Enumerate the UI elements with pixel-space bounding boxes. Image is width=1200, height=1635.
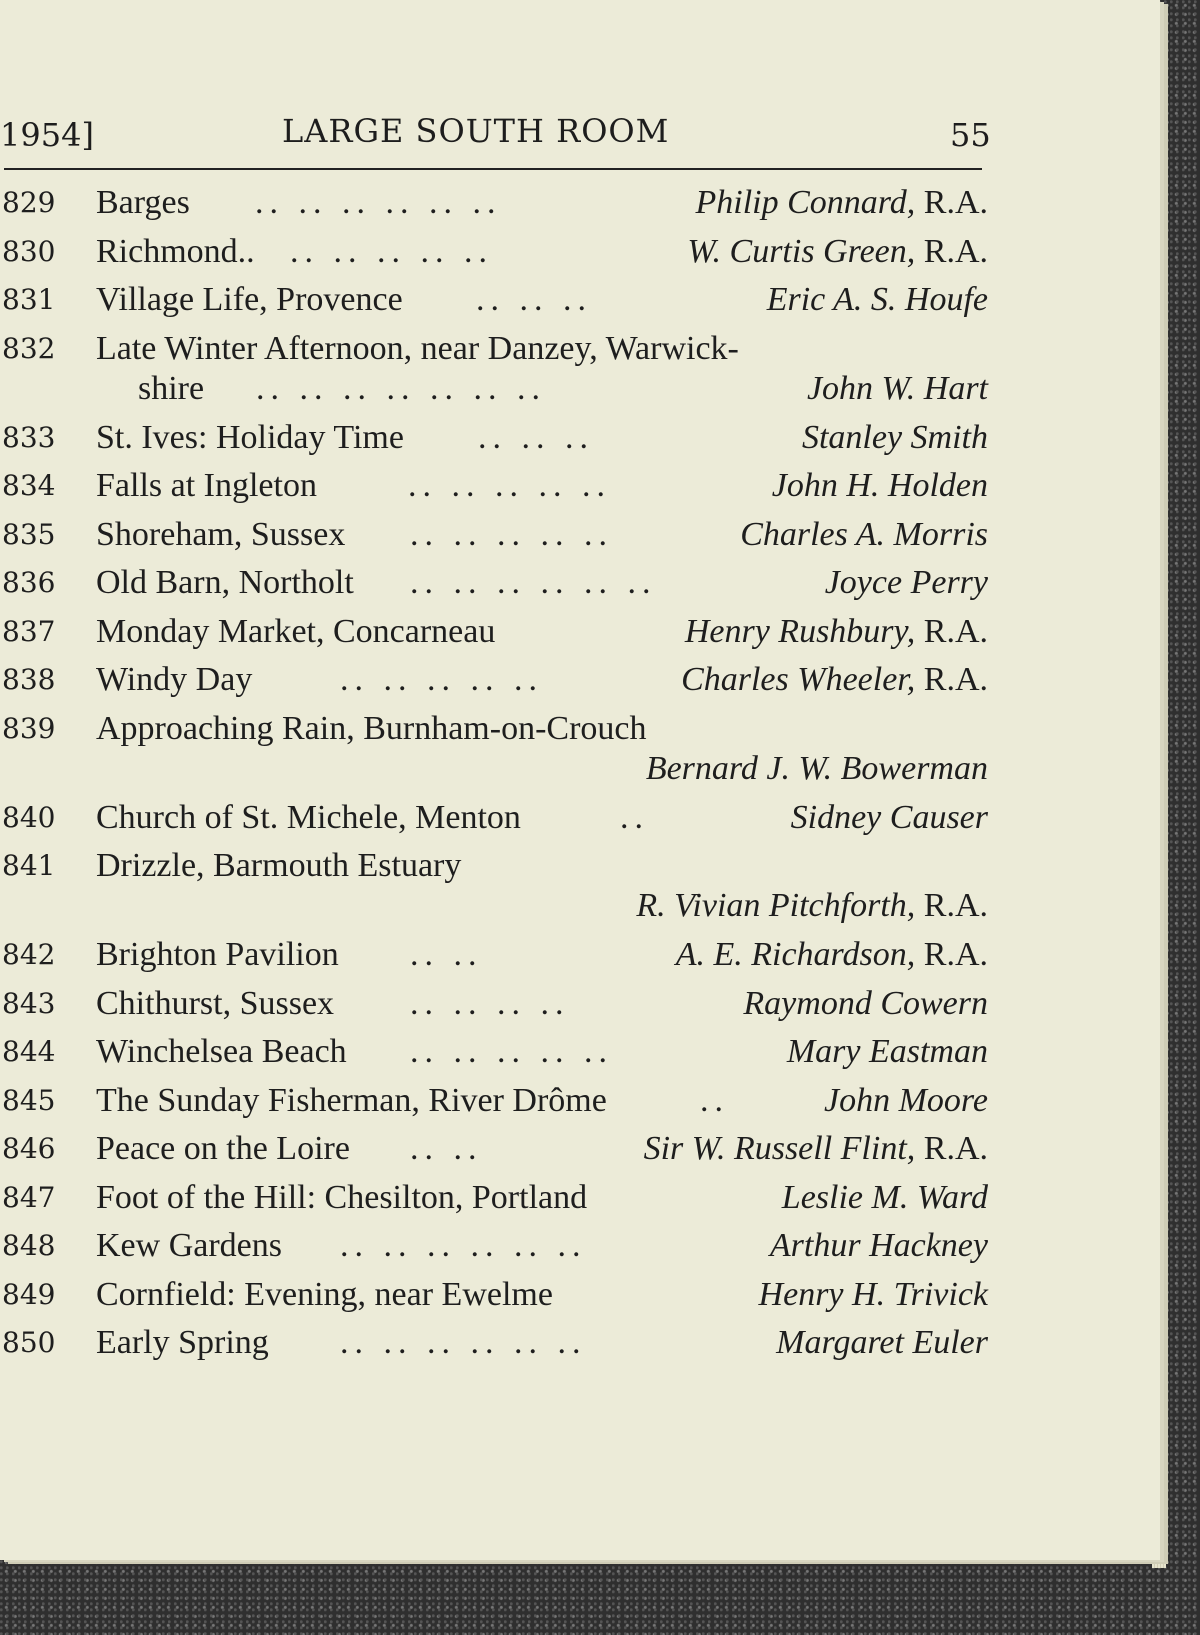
- catalogue-entry: [0, 463, 1000, 512]
- entry-title: Foot of the Hill: Chesilton, Portland: [96, 1178, 588, 1216]
- catalogue-entry: [0, 1078, 1000, 1127]
- leader-dots: .. .. .. .. .. .. ..: [256, 369, 546, 407]
- catalogue-entry: [0, 512, 1000, 561]
- entry-artist: [807, 370, 988, 408]
- artist-name: A. E. Richardson,: [675, 936, 916, 973]
- artist-name: R. Vivian Pitchforth,: [636, 887, 916, 924]
- leader-dots: ..: [700, 1081, 729, 1119]
- entry-title: Late Winter Afternoon, near Danzey, Warwick-: [96, 329, 739, 367]
- academy-suffix: R.A.: [923, 232, 988, 270]
- academy-suffix: R.A.: [923, 887, 988, 924]
- page-header: [0, 112, 1000, 158]
- entry-number: 837: [2, 614, 56, 648]
- entry-artist: [759, 1276, 988, 1314]
- leader-dots: .. .. .. .. ..: [408, 467, 611, 504]
- entry-number: 836: [2, 566, 56, 599]
- entry-number: 835: [2, 517, 56, 551]
- artist-name: Bernard J. W. Bowerman: [645, 749, 988, 787]
- entry-number: 840: [2, 800, 56, 834]
- entry-number: 843: [2, 986, 56, 1020]
- artist-name: Philip Connard,: [695, 184, 916, 221]
- artist-name: Charles A. Morris: [740, 515, 988, 553]
- entry-artist: [687, 233, 988, 271]
- academy-suffix: R.A.: [923, 184, 988, 221]
- entry-artist: [644, 1130, 988, 1168]
- artist-name: Henry H. Trivick: [758, 1275, 988, 1313]
- header-page-number: 55: [950, 116, 991, 154]
- entry-title: Chithurst, Sussex: [96, 984, 335, 1022]
- catalogue-entry: [0, 795, 1000, 844]
- artist-name: John H. Holden: [771, 467, 988, 504]
- academy-suffix: R.A.: [923, 612, 988, 650]
- entry-artist: [636, 887, 988, 925]
- catalogue-entry: [0, 326, 1000, 415]
- entry-title: Richmond..: [96, 232, 255, 270]
- leader-dots: .. .. .. .. ..: [290, 232, 493, 270]
- entry-number: 850: [2, 1326, 56, 1359]
- catalogue-entry: [0, 1126, 1000, 1175]
- artist-name: Margaret Euler: [776, 1324, 988, 1361]
- entry-artist: [646, 750, 988, 788]
- entry-artist: [782, 1179, 988, 1217]
- artist-name: Sidney Causer: [790, 798, 988, 836]
- entry-artist: [676, 936, 988, 974]
- artist-name: Raymond Cowern: [743, 984, 988, 1022]
- header-rule: [4, 168, 982, 170]
- artist-name: Stanley Smith: [801, 418, 988, 456]
- entry-number: 842: [2, 938, 56, 971]
- entry-artist: [772, 467, 988, 505]
- artist-name: Eric A. S. Houfe: [766, 281, 988, 318]
- entry-artist: [824, 1082, 988, 1120]
- catalogue-entry: [0, 180, 1000, 229]
- entry-number: 846: [2, 1132, 56, 1165]
- leader-dots: .. .. ..: [478, 418, 594, 456]
- entry-title: Drizzle, Barmouth Estuary: [96, 847, 462, 884]
- artist-name: Leslie M. Ward: [781, 1178, 988, 1216]
- entry-title: Monday Market, Concarneau: [96, 612, 496, 650]
- catalogue-entry: [0, 981, 1000, 1030]
- entry-title: Village Life, Provence: [96, 281, 403, 318]
- entry-number: 830: [2, 234, 56, 268]
- leader-dots: ..: [620, 798, 649, 836]
- catalogue-entry: [0, 1320, 1000, 1369]
- entry-number: 839: [2, 711, 56, 745]
- artist-name: Charles Wheeler,: [681, 661, 916, 698]
- leader-dots: .. .. .. .. ..: [410, 1033, 613, 1070]
- entry-artist: [740, 516, 988, 554]
- entry-title-continued: shire: [138, 369, 205, 407]
- leader-dots: .. .. .. .. .. ..: [410, 564, 657, 601]
- academy-suffix: R.A.: [923, 661, 988, 698]
- entry-title: Cornfield: Evening, near Ewelme: [96, 1275, 553, 1313]
- catalogue-entry: [0, 1175, 1000, 1224]
- entry-title: Barges: [96, 184, 190, 221]
- entry-artist: [770, 1227, 988, 1265]
- leader-dots: .. .. .. .. ..: [340, 661, 543, 698]
- leader-dots: .. .. ..: [476, 281, 592, 318]
- leader-dots: .. .. .. .. .. ..: [340, 1227, 587, 1264]
- entry-title: Early Spring: [96, 1324, 269, 1361]
- header-year: 1954]: [0, 116, 94, 154]
- entry-number: 838: [2, 663, 56, 696]
- entry-title: St. Ives: Holiday Time: [96, 418, 404, 456]
- entry-title: Church of St. Michele, Menton: [96, 798, 521, 836]
- entry-artist: [681, 661, 988, 699]
- entry-artist: [743, 985, 988, 1023]
- entry-artist: [767, 281, 988, 319]
- entry-list: [0, 180, 1000, 1369]
- entry-title: Falls at Ingleton: [96, 467, 317, 504]
- entry-number: 831: [2, 283, 56, 316]
- artist-name: Arthur Hackney: [769, 1227, 988, 1264]
- entry-title: Peace on the Loire: [96, 1130, 350, 1167]
- entry-artist: [825, 564, 988, 602]
- entry-number: 848: [2, 1229, 56, 1262]
- artist-name: Henry Rushbury,: [684, 612, 916, 650]
- leader-dots: .. ..: [410, 936, 483, 973]
- entry-title: Windy Day: [96, 661, 253, 698]
- entry-number: 832: [2, 331, 56, 365]
- entry-title: Brighton Pavilion: [96, 936, 339, 973]
- entry-number: 849: [2, 1277, 56, 1311]
- entry-number: 845: [2, 1083, 56, 1117]
- catalogue-entry: [0, 560, 1000, 609]
- catalogue-entry: [0, 415, 1000, 464]
- entry-number: 829: [2, 186, 56, 219]
- artist-name: Mary Eastman: [786, 1033, 988, 1070]
- entry-title: Old Barn, Northolt: [96, 564, 354, 601]
- entry-artist: [776, 1324, 988, 1362]
- leader-dots: .. ..: [410, 1130, 483, 1167]
- entry-number: 847: [2, 1180, 56, 1214]
- entry-artist: [787, 1033, 988, 1071]
- artist-name: John Moore: [824, 1081, 988, 1119]
- catalogue-entry: [0, 229, 1000, 278]
- entry-number: 834: [2, 469, 56, 502]
- entry-title: Approaching Rain, Burnham-on-Crouch: [96, 709, 647, 747]
- entry-artist: [685, 613, 988, 651]
- entry-artist: [802, 419, 988, 457]
- artist-name: Sir W. Russell Flint,: [643, 1130, 916, 1167]
- catalogue-entry: [0, 1223, 1000, 1272]
- entry-title: Shoreham, Sussex: [96, 515, 346, 553]
- entry-artist: [791, 799, 988, 837]
- catalogue-entry: [0, 277, 1000, 326]
- entry-title: The Sunday Fisherman, River Drôme: [96, 1081, 607, 1119]
- leader-dots: .. .. .. ..: [410, 984, 570, 1022]
- artist-name: W. Curtis Green,: [687, 232, 916, 270]
- leader-dots: .. .. .. .. ..: [410, 515, 613, 553]
- header-title: LARGE SOUTH ROOM: [282, 112, 670, 150]
- entry-title: Kew Gardens: [96, 1227, 282, 1264]
- artist-name: John W. Hart: [806, 369, 988, 407]
- catalogue-entry: [0, 1029, 1000, 1078]
- catalogue-entry: [0, 657, 1000, 706]
- entry-number: 844: [2, 1035, 56, 1068]
- catalogue-entry: [0, 932, 1000, 981]
- catalogue-entry: [0, 1272, 1000, 1321]
- entry-title: Winchelsea Beach: [96, 1033, 347, 1070]
- entry-number: 833: [2, 420, 56, 454]
- entry-artist: [696, 184, 989, 222]
- academy-suffix: R.A.: [923, 1130, 988, 1167]
- artist-name: Joyce Perry: [824, 564, 988, 601]
- entry-number: 841: [2, 849, 56, 882]
- academy-suffix: R.A.: [923, 936, 988, 973]
- catalogue-entry: [0, 706, 1000, 795]
- leader-dots: .. .. .. .. .. ..: [340, 1324, 587, 1361]
- catalogue-entry: [0, 843, 1000, 932]
- catalogue-entry: [0, 609, 1000, 658]
- leader-dots: .. .. .. .. .. ..: [255, 184, 502, 221]
